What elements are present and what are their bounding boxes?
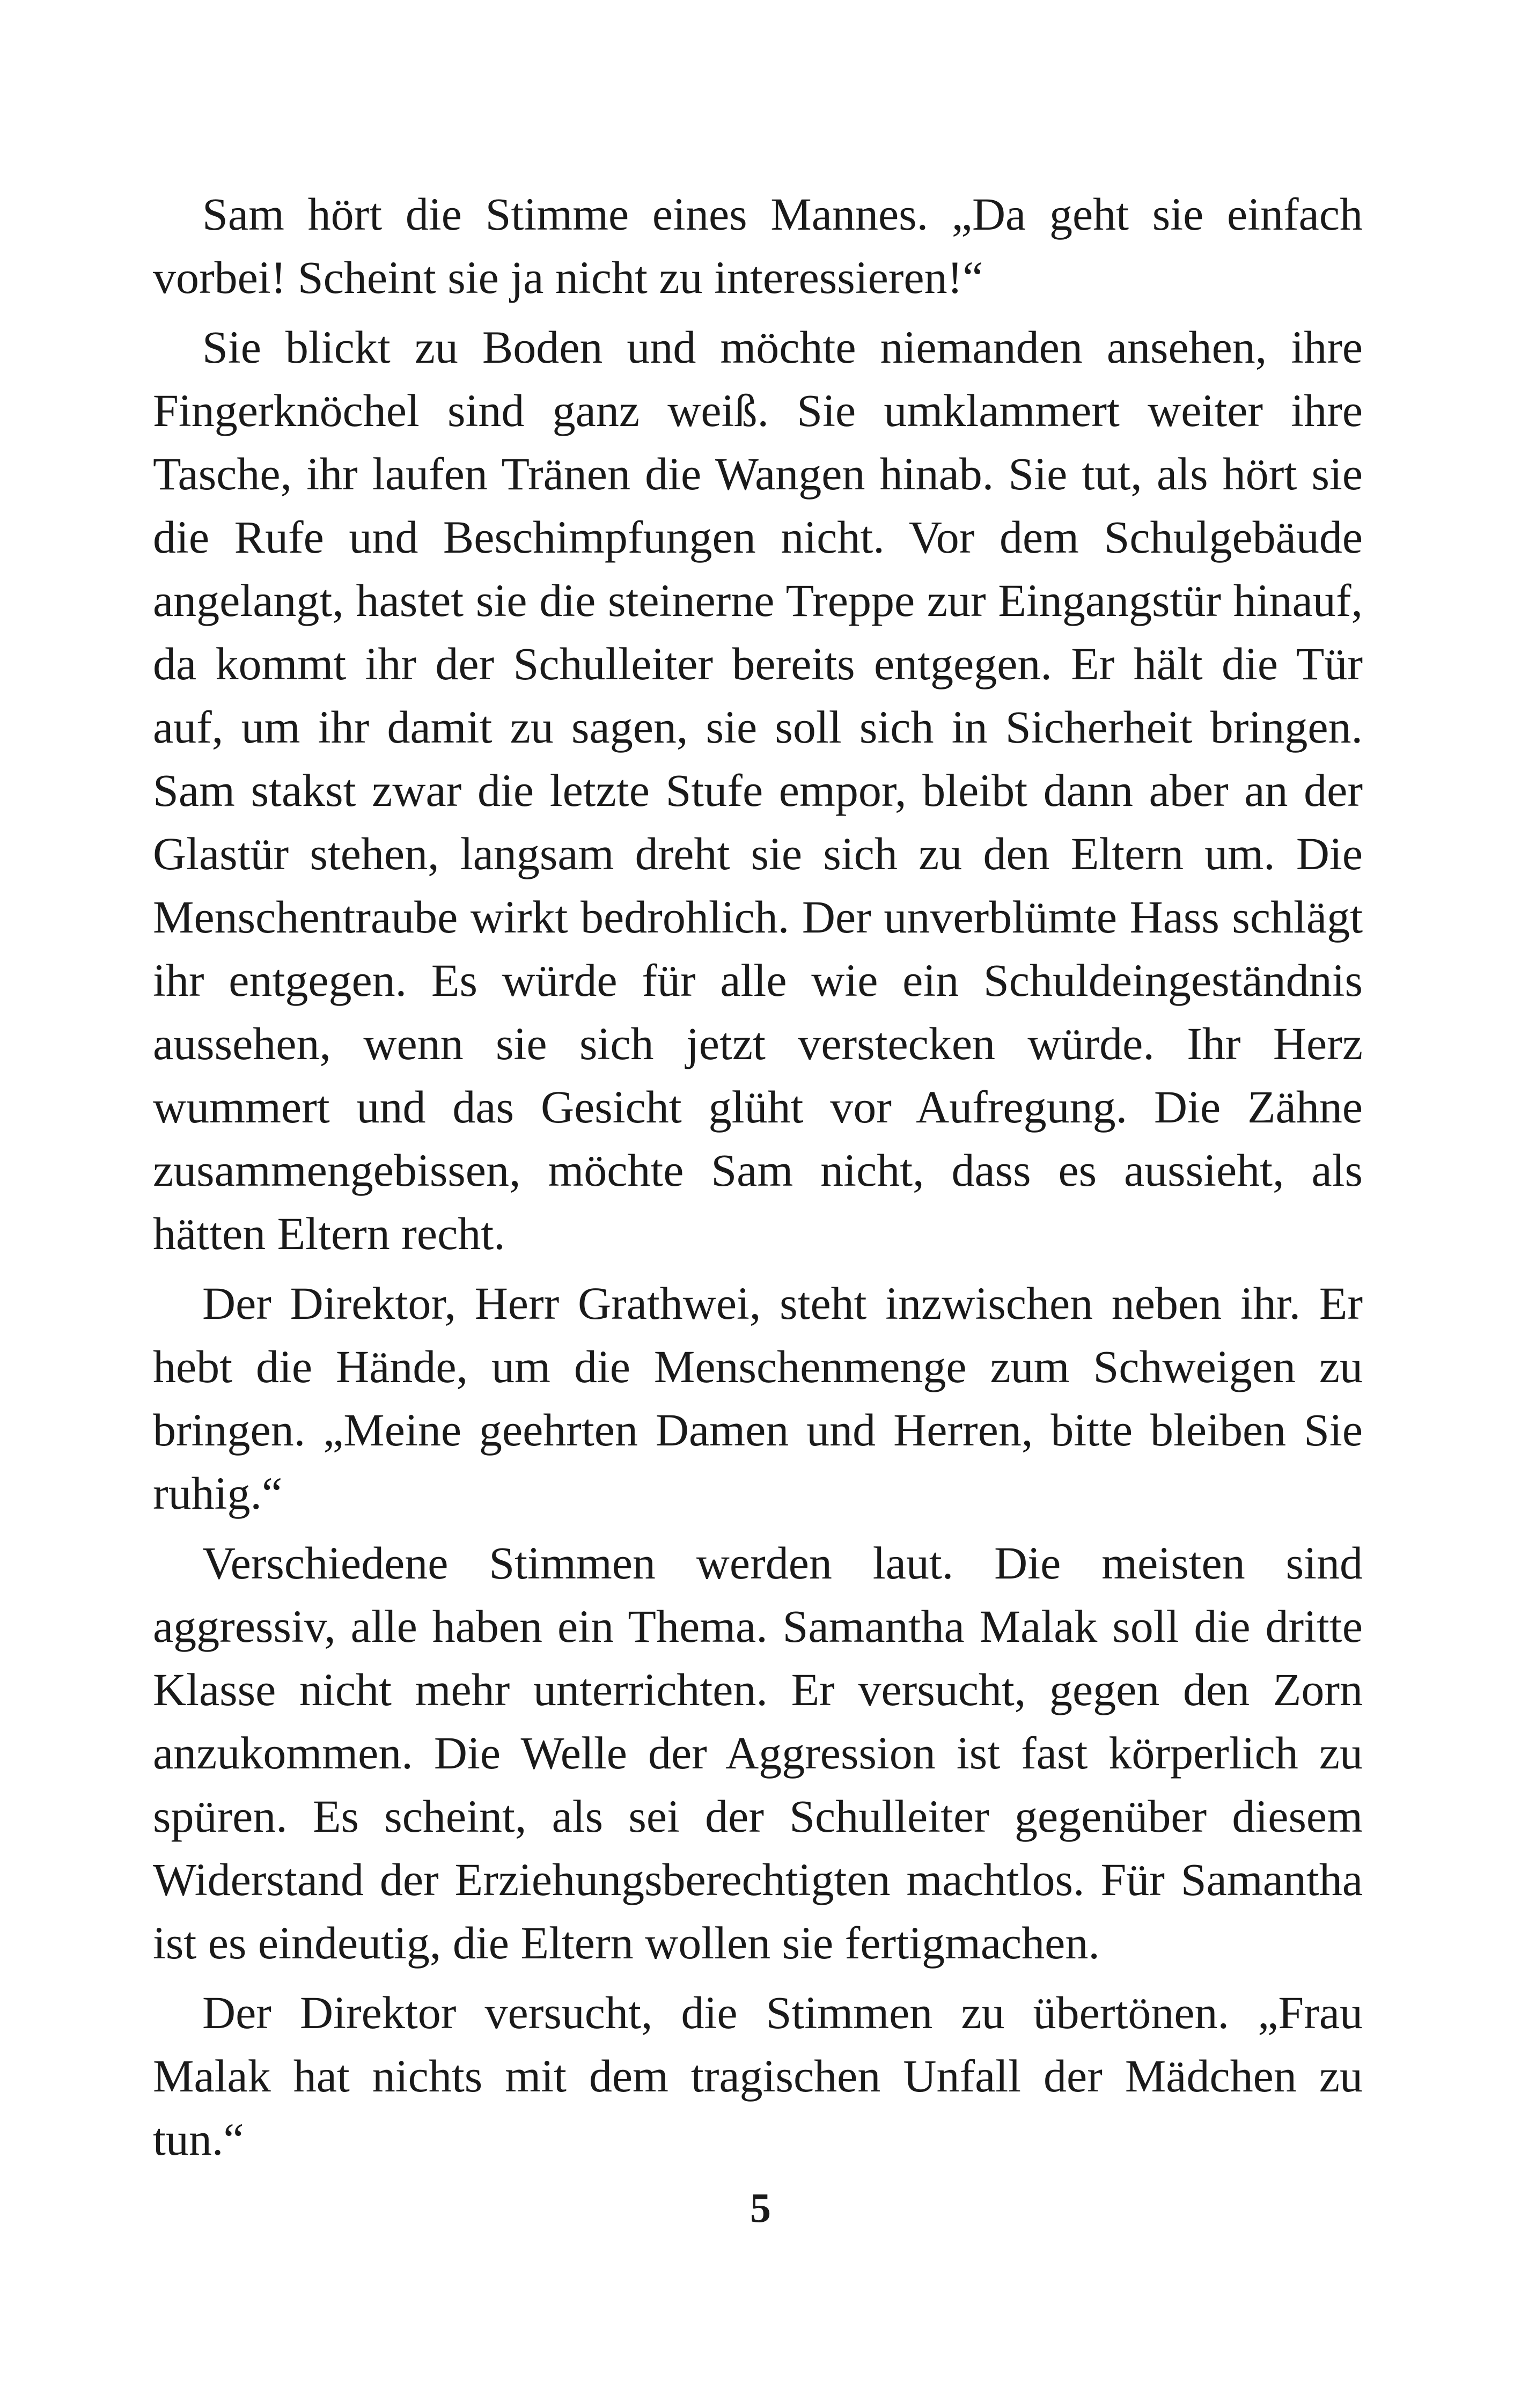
paragraph-4: Verschiedene Stimmen werden laut. Die meisten sind aggressiv, alle haben ein Thema. Samantha Malak soll die dritte Klasse nicht mehr unterrichten. Er versucht, gegen den Zorn anzukommen. Die Welle der Aggression ist fast körperlich zu spüren. Es scheint, als sei der Schulleiter gegenüber diesem Widerstand der Erziehungsberechtigten machtlos. Für Samantha ist es eindeutig, die Eltern wollen sie fertigmachen. [153, 1537, 1363, 1969]
page-number: 5 [750, 2184, 771, 2231]
body-text [153, 182, 1363, 2177]
paragraph-2: Sie blickt zu Boden und möchte niemanden ansehen, ihre Fingerknöchel sind ganz weiß. Sie umklammert weiter ihre Tasche, ihr laufen Tränen die Wangen hinab. Sie tut, als hört sie die Rufe und Beschimpfungen nicht. Vor dem Schulgebäude angelangt, hastet sie die steinerne Treppe zur Eingangstür hinauf, da kommt ihr der Schulleiter bereits entgegen. Er hält die Tür auf, um ihr damit zu sagen, sie soll sich in Sicherheit bringen. Sam stakst zwar die letzte Stufe empor, bleibt dann aber an der Glastür stehen, langsam dreht sie sich zu den Eltern um. Die Menschentraube wirkt bedrohlich. Der unverblümte Hass schlägt ihr entgegen. Es würde für alle wie ein Schuldeingeständnis aussehen, wenn sie sich jetzt verstecken würde. Ihr Herz wummert und das Gesicht glüht vor Aufregung. Die Zähne zusammengebissen, möchte Sam nicht, dass es aussieht, als hätten Eltern recht. [153, 321, 1363, 1259]
paragraph-3: Der Direktor, Herr Grathwei, steht inzwischen neben ihr. Er hebt die Hände, um die Menschenmenge zum Schweigen zu bringen. „Meine geehrten Damen und Herren, bitte bleiben Sie ruhig.“ [153, 1278, 1363, 1519]
paragraph-1: Sam hört die Stimme eines Mannes. „Da geht sie einfach vorbei! Scheint sie ja nicht zu interessieren!“ [153, 188, 1363, 303]
paragraph-5: Der Direktor versucht, die Stimmen zu übertönen. „Frau Malak hat nichts mit dem tragischen Unfall der Mädchen zu tun.“ [153, 1987, 1363, 2165]
